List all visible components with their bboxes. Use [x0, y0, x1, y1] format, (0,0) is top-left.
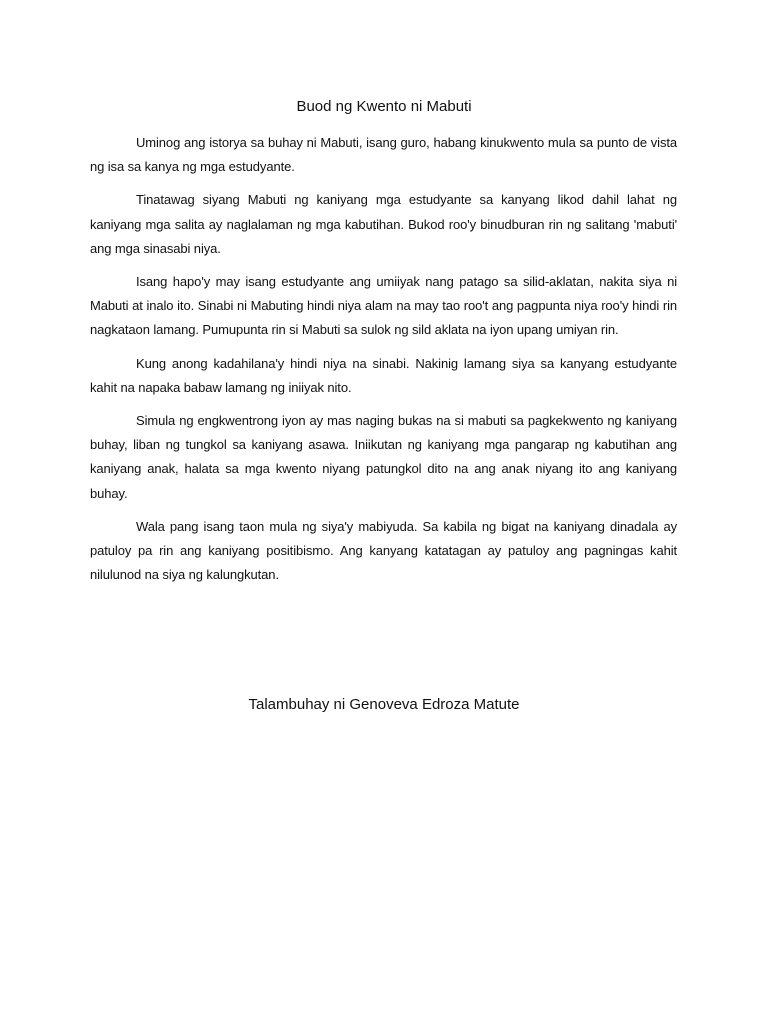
summary-body: [90, 131, 677, 596]
paragraph-5: Simula ng engkwentrong iyon ay mas naging bukas na si mabuti sa pagkekwento ng kaniyang buhay, liban ng tungkol sa kaniyang asawa. Iniikutan ng kaniyang mga pangarap ng kabutihan ang kaniyang anak, halata sa mga kwento niyang patungkol dito na ang anak niyang ito ang kaniyang buhay.: [90, 413, 677, 501]
paragraph-4: Kung anong kadahilana'y hindi niya na sinabi. Nakinig lamang siya sa kanyang estudyante kahit na napaka babaw lamang ng iniiyak nito.: [90, 355, 677, 395]
paragraph-6: Wala pang isang taon mula ng siya'y mabiyuda. Sa kabila ng bigat na kaniyang dinadala ay patuloy pa rin ang kaniyang positibismo. Ang kanyang katatagan ay patuloy ang pagningas kahit nilulunod na siya ng kalungkutan.: [90, 518, 677, 583]
paragraph-1: Uminog ang istorya sa buhay ni Mabuti, isang guro, habang kinukwento mula sa punto de vista ng isa sa kanya ng mga estudyante.: [90, 135, 677, 175]
paragraph-2: Tinatawag siyang Mabuti ng kaniyang mga estudyante sa kanyang likod dahil lahat ng kaniyang mga salita ay naglalaman ng mga kabutihan. Bukod roo'y binudburan rin ng salitang 'mabuti' ang mga sinasabi niya.: [90, 192, 677, 256]
document-title: Buod ng Kwento ni Mabuti: [296, 98, 472, 115]
paragraph-3: Isang hapo'y may isang estudyante ang umiiyak nang patago sa silid-aklatan, nakita siya ni Mabuti at inalo ito. Sinabi ni Mabuting hindi niya alam na may tao roo't ang pagpunta niya roo'y hindi rin nagkataon lamang. Pumupunta rin si Mabuti sa sulok ng sild aklata na iyon upang umiyan rin.: [90, 274, 677, 338]
section-title-biography: Talambuhay ni Genoveva Edroza Matute: [248, 696, 520, 713]
